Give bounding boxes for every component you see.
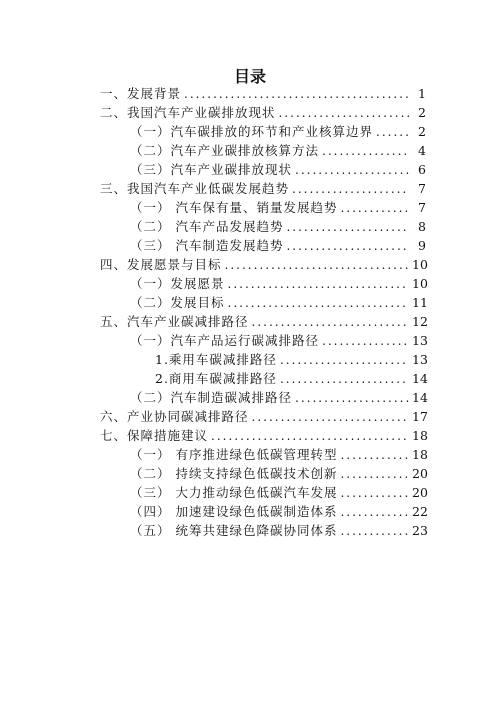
toc-entry[interactable] [0, 103, 500, 121]
toc-entry-page: 8 [418, 219, 426, 234]
toc-entry[interactable] [0, 217, 500, 235]
toc-entry-label: （二）汽车产业碳排放核算方法 [130, 143, 320, 158]
toc-entry-page: 6 [418, 162, 426, 177]
leader-dots [295, 162, 409, 178]
toc-entry[interactable] [0, 521, 500, 539]
toc-entry-label: 二、我国汽车产业碳排放现状 [100, 105, 276, 120]
toc-entry-page: 7 [418, 181, 426, 196]
toc-entry-label: 1.乘用车碳减排路径 [155, 352, 277, 367]
leader-dots [322, 333, 409, 349]
toc-entry-page: 10 [412, 276, 428, 291]
toc-entry-page: 22 [412, 504, 428, 519]
toc-entry-label: （一）发展愿景 [130, 276, 225, 291]
leader-dots [184, 86, 409, 102]
toc-entry-label: （二） 持续支持绿色低碳技术创新 [130, 466, 338, 481]
toc-entry[interactable] [0, 502, 500, 520]
leader-dots [322, 143, 409, 159]
toc-entry[interactable] [0, 274, 500, 292]
toc-entry-label: 三、我国汽车产业低碳发展趋势 [100, 181, 290, 196]
leader-dots [286, 238, 409, 254]
leader-dots [292, 181, 409, 197]
toc-entry-label: 五、汽车产业碳减排路径 [100, 314, 249, 329]
toc-entry-page: 23 [412, 523, 428, 538]
toc-entry[interactable] [0, 160, 500, 178]
leader-dots [252, 409, 409, 425]
toc-entry[interactable] [0, 426, 500, 444]
toc-entry-label: 六、产业协同碳减排路径 [100, 409, 249, 424]
toc-entry[interactable] [0, 369, 500, 387]
toc-entry-page: 4 [418, 143, 426, 158]
toc-entry-page: 20 [412, 466, 428, 481]
leader-dots [340, 447, 409, 463]
toc-title: 目录 [233, 67, 266, 86]
leader-dots [340, 466, 409, 482]
toc-entry[interactable] [0, 331, 500, 349]
leader-dots [340, 485, 409, 501]
toc-entry-page: 1 [418, 86, 426, 101]
toc-entry[interactable] [0, 236, 500, 254]
leader-dots [225, 257, 409, 273]
toc-entry[interactable] [0, 141, 500, 159]
leader-dots [228, 276, 409, 292]
toc-entry[interactable] [0, 388, 500, 406]
toc-entry-page: 10 [412, 257, 428, 272]
leader-dots [295, 390, 409, 406]
toc-entry-page: 13 [412, 352, 428, 367]
toc-entry-label: （五） 统筹共建绿色降碳协同体系 [130, 523, 338, 538]
toc-entry-page: 2 [418, 124, 426, 139]
toc-entry[interactable] [0, 293, 500, 311]
toc-entry[interactable] [0, 350, 500, 368]
toc-entry-page: 11 [412, 295, 428, 310]
toc-entry[interactable] [0, 464, 500, 482]
toc-entry[interactable] [0, 122, 500, 140]
leader-dots [252, 314, 409, 330]
toc-entry[interactable] [0, 312, 500, 330]
toc-entry-label: （二）汽车制造碳减排路径 [130, 390, 293, 405]
toc-entry-label: （三） 汽车制造发展趋势 [130, 238, 284, 253]
toc-entry-page: 13 [412, 333, 428, 348]
toc-entry-label: （一）汽车产品运行碳减排路径 [130, 333, 320, 348]
toc-entry-page: 9 [418, 238, 426, 253]
leader-dots [340, 200, 409, 216]
leader-dots [279, 105, 409, 121]
toc-entry-label: （三）汽车产业碳排放现状 [130, 162, 293, 177]
leader-dots [340, 523, 409, 539]
toc-entry-page: 12 [412, 314, 428, 329]
toc-entry[interactable] [0, 198, 500, 216]
toc-entry[interactable] [0, 255, 500, 273]
toc-entry-label: （二） 汽车产品发展趋势 [130, 219, 284, 234]
toc-entry-label: （四） 加速建设绿色低碳制造体系 [130, 504, 338, 519]
toc-entry-page: 20 [412, 485, 428, 500]
toc-entry[interactable] [0, 445, 500, 463]
toc-entry-page: 2 [418, 105, 426, 120]
toc-entry-label: （一）汽车碳排放的环节和产业核算边界 [130, 124, 374, 139]
leader-dots [211, 428, 409, 444]
leader-dots [280, 371, 409, 387]
toc-entry-page: 18 [412, 428, 428, 443]
toc-entry-page: 14 [412, 371, 428, 386]
toc-entry[interactable] [0, 407, 500, 425]
leader-dots [286, 219, 409, 235]
toc-entry-page: 7 [418, 200, 426, 215]
leader-dots [376, 124, 409, 140]
toc-entry-label: （二）发展目标 [130, 295, 225, 310]
toc-entry[interactable] [0, 84, 500, 102]
toc-entry[interactable] [0, 483, 500, 501]
toc-entry-label: （一） 汽车保有量、销量发展趋势 [130, 200, 338, 215]
toc-entry-label: 一、发展背景 [100, 86, 182, 101]
toc-entry-label: 四、发展愿景与目标 [100, 257, 222, 272]
leader-dots [228, 295, 409, 311]
toc-entry[interactable] [0, 179, 500, 197]
toc-entry-page: 17 [412, 409, 428, 424]
leader-dots [280, 352, 409, 368]
toc-entry-page: 18 [412, 447, 428, 462]
toc-entry-label: 七、保障措施建议 [100, 428, 209, 443]
toc-entry-label: 2.商用车碳减排路径 [155, 371, 277, 386]
leader-dots [340, 504, 409, 520]
toc-entry-page: 14 [412, 390, 428, 405]
toc-entry-label: （一） 有序推进绿色低碳管理转型 [130, 447, 338, 462]
toc-entry-label: （三） 大力推动绿色低碳汽车发展 [130, 485, 338, 500]
